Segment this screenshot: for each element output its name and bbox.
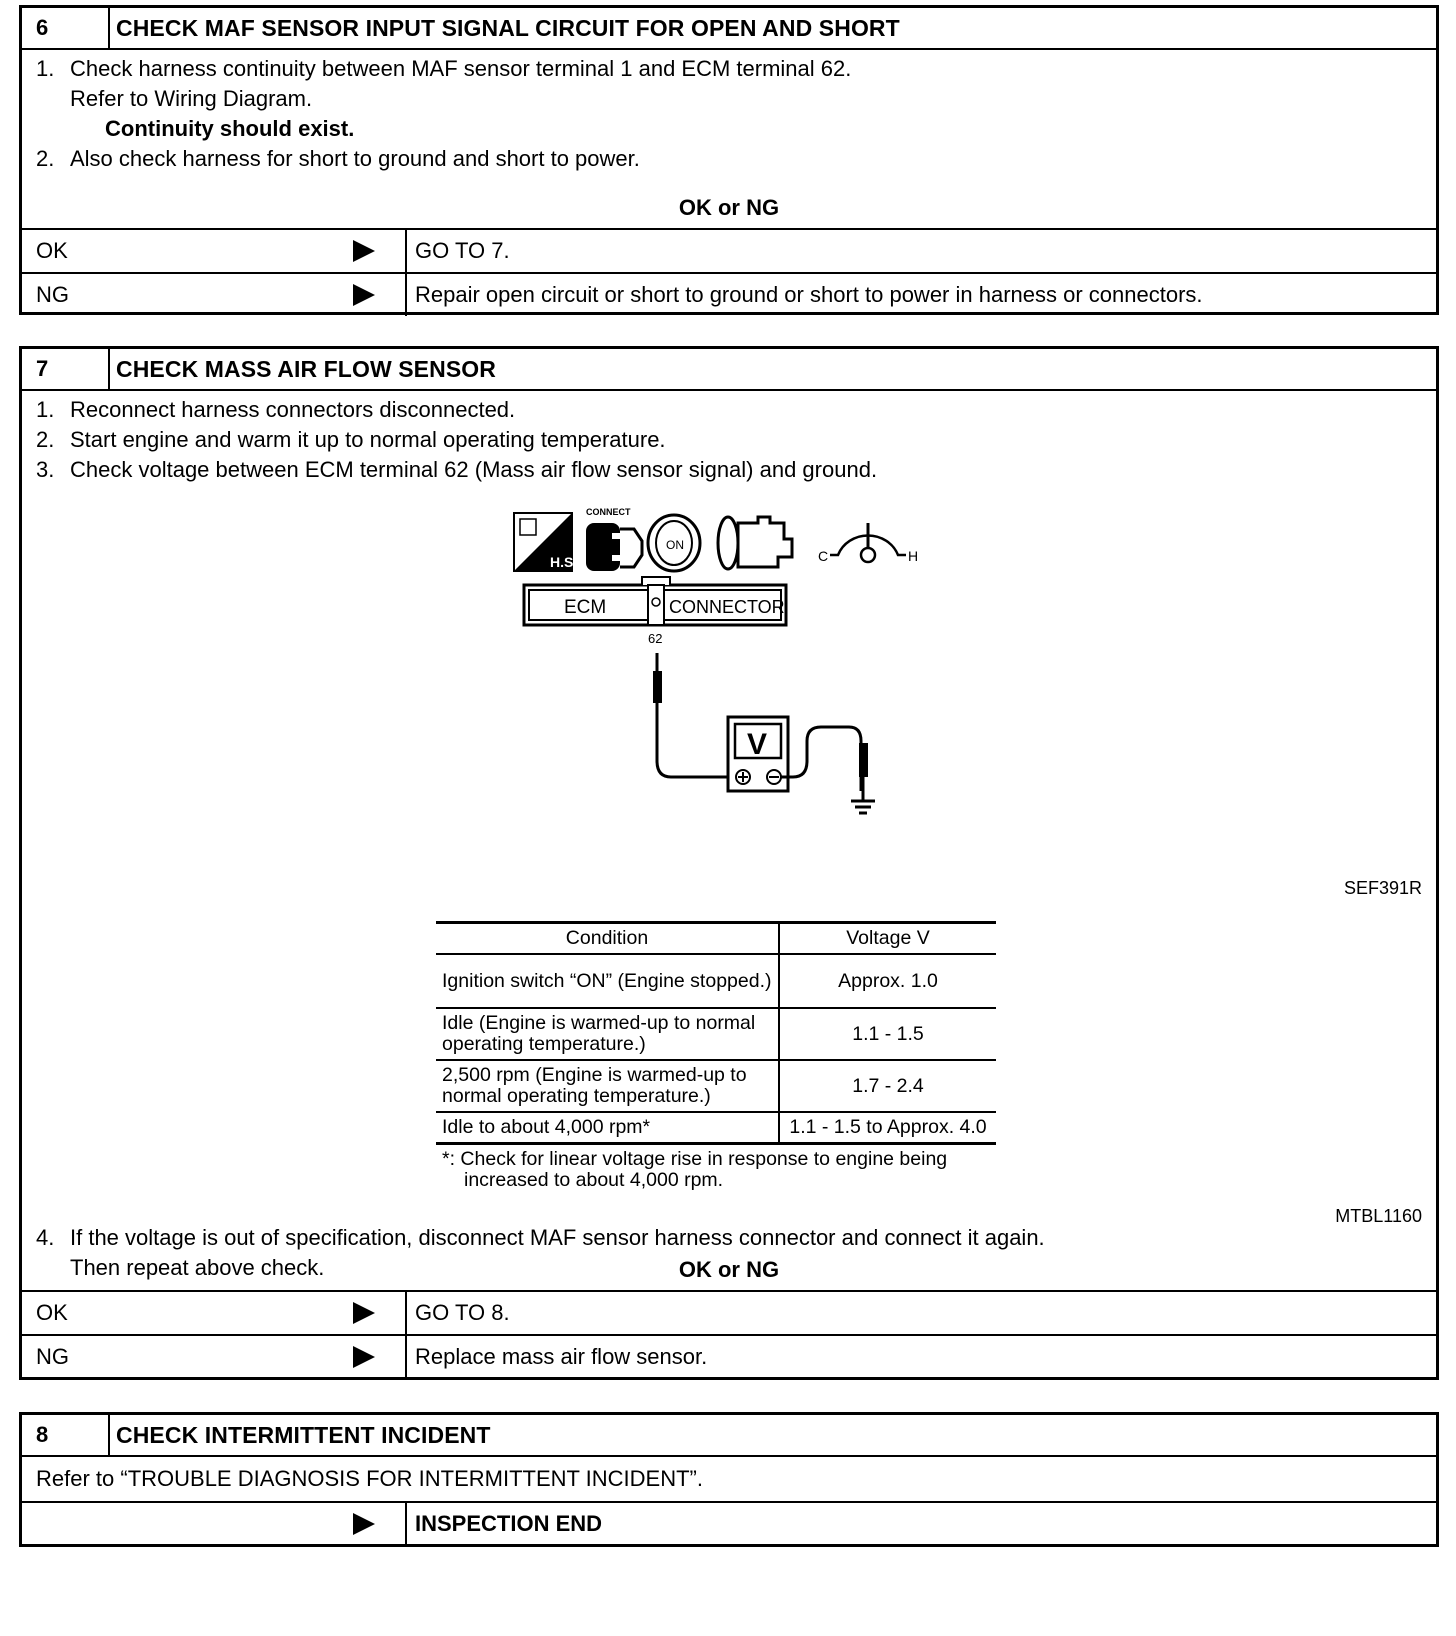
table-code: MTBL1160: [1335, 1206, 1422, 1226]
column-header: Voltage V: [779, 923, 996, 955]
outcome-row-ok[interactable]: [22, 1290, 1436, 1334]
step-title: CHECK INTERMITTENT INCIDENT: [116, 1422, 491, 1448]
svg-text:ECM: ECM: [564, 597, 607, 618]
svg-text:CONNECT: CONNECT: [586, 507, 631, 517]
step-8-block: [19, 1412, 1439, 1547]
outcome-label: OK: [36, 1300, 68, 1325]
arrow-right-icon: [353, 1302, 375, 1324]
step-header: [22, 8, 1436, 50]
outcome-action[interactable]: GO TO 7.: [415, 238, 510, 263]
table-row: Ignition switch “ON” (Engine stopped.) Approx. 1.0: [436, 954, 996, 1008]
table-row: 2,500 rpm (Engine is warmed-up to normal operating temperature.) 1.7 - 2.4: [436, 1060, 996, 1112]
step-number: 6: [22, 8, 110, 48]
step-header: [22, 349, 1436, 391]
outcome-action[interactable]: Repair open circuit or short to ground or short to power in harness or connectors.: [415, 282, 1203, 307]
step-number: 8: [22, 1415, 110, 1455]
outcome-label: NG: [36, 1344, 69, 1369]
step-title: CHECK MAF SENSOR INPUT SIGNAL CIRCUIT FOR OPEN AND SHORT: [116, 15, 900, 41]
voltage-spec-table: [436, 921, 996, 1145]
instruction-item: 2. Also check harness for short to ground and short to power.: [36, 146, 640, 171]
outcome-row-ng[interactable]: [22, 272, 1436, 316]
connect-icon: [586, 507, 642, 571]
ecm-connector: [524, 577, 786, 646]
step-title: CHECK MASS AIR FLOW SENSOR: [116, 356, 496, 382]
table-row: Idle (Engine is warmed-up to normal operating temperature.) 1.1 - 1.5: [436, 1008, 996, 1060]
ok-or-ng-label: OK or NG: [678, 1257, 780, 1282]
svg-text:ON: ON: [666, 538, 684, 552]
outcome-action[interactable]: INSPECTION END: [415, 1511, 603, 1536]
ignition-on-icon: [648, 515, 700, 571]
instruction-item: 3. Check voltage between ECM terminal 62 (Mass air flow sensor signal) and ground.: [36, 457, 878, 482]
step-6-block: [19, 5, 1439, 315]
outcome-action[interactable]: GO TO 8.: [415, 1300, 510, 1325]
svg-text:H.S.: H.S.: [550, 554, 578, 570]
instruction-spec: Continuity should exist.: [105, 116, 355, 141]
ok-or-ng-label: OK or NG: [678, 195, 780, 220]
temperature-gauge-icon: [818, 523, 918, 564]
step-instructions: [22, 50, 1436, 188]
outcome-row-end[interactable]: [22, 1501, 1436, 1545]
instruction-note: Refer to Wiring Diagram.: [70, 86, 313, 111]
arrow-right-icon: [353, 240, 375, 262]
arrow-right-icon: [353, 1513, 375, 1535]
outcome-row-ng[interactable]: [22, 1334, 1436, 1378]
voltmeter-icon: [728, 717, 788, 791]
outcome-label: OK: [36, 238, 68, 263]
voltage-check-diagram: [502, 503, 962, 823]
ground-icon: [851, 777, 875, 813]
terminal-label: 62: [648, 631, 663, 646]
arrow-right-icon: [353, 1346, 375, 1368]
figure-code: SEF391R: [1343, 878, 1422, 898]
outcome-action[interactable]: Replace mass air flow sensor.: [415, 1344, 708, 1369]
svg-text:H: H: [908, 548, 919, 564]
engine-running-icon: [718, 517, 792, 569]
table-row: Idle to about 4,000 rpm* 1.1 - 1.5 to Approx. 4.0: [436, 1112, 996, 1144]
column-header: Condition: [436, 923, 779, 955]
instruction-item: 2. Start engine and warm it up to normal operating temperature.: [36, 427, 666, 452]
instruction-item: 1. Reconnect harness connectors disconnected.: [36, 397, 516, 422]
outcome-label: NG: [36, 282, 69, 307]
step-7-block: [19, 346, 1439, 1380]
step-header: [22, 1415, 1436, 1457]
step-instructions: Refer to “TROUBLE DIAGNOSIS FOR INTERMITTENT INCIDENT”.: [36, 1466, 703, 1491]
step-number: 7: [22, 349, 110, 389]
svg-text:CONNECTOR: CONNECTOR: [669, 597, 785, 617]
table-footnote: *: Check for linear voltage rise in response to engine being increased to about 4,000 rpm.: [442, 1148, 948, 1191]
svg-text:C: C: [818, 548, 829, 564]
instruction-item: 1. Check harness continuity between MAF sensor terminal 1 and ECM terminal 62.: [36, 56, 852, 81]
outcome-row-ok[interactable]: [22, 228, 1436, 272]
hs-icon: [514, 513, 577, 571]
svg-text:V: V: [747, 728, 768, 761]
arrow-right-icon: [353, 284, 375, 306]
instruction-item: 4. If the voltage is out of specification, disconnect MAF sensor harness connector and connect it again. Then repeat above check.: [36, 1225, 1045, 1280]
